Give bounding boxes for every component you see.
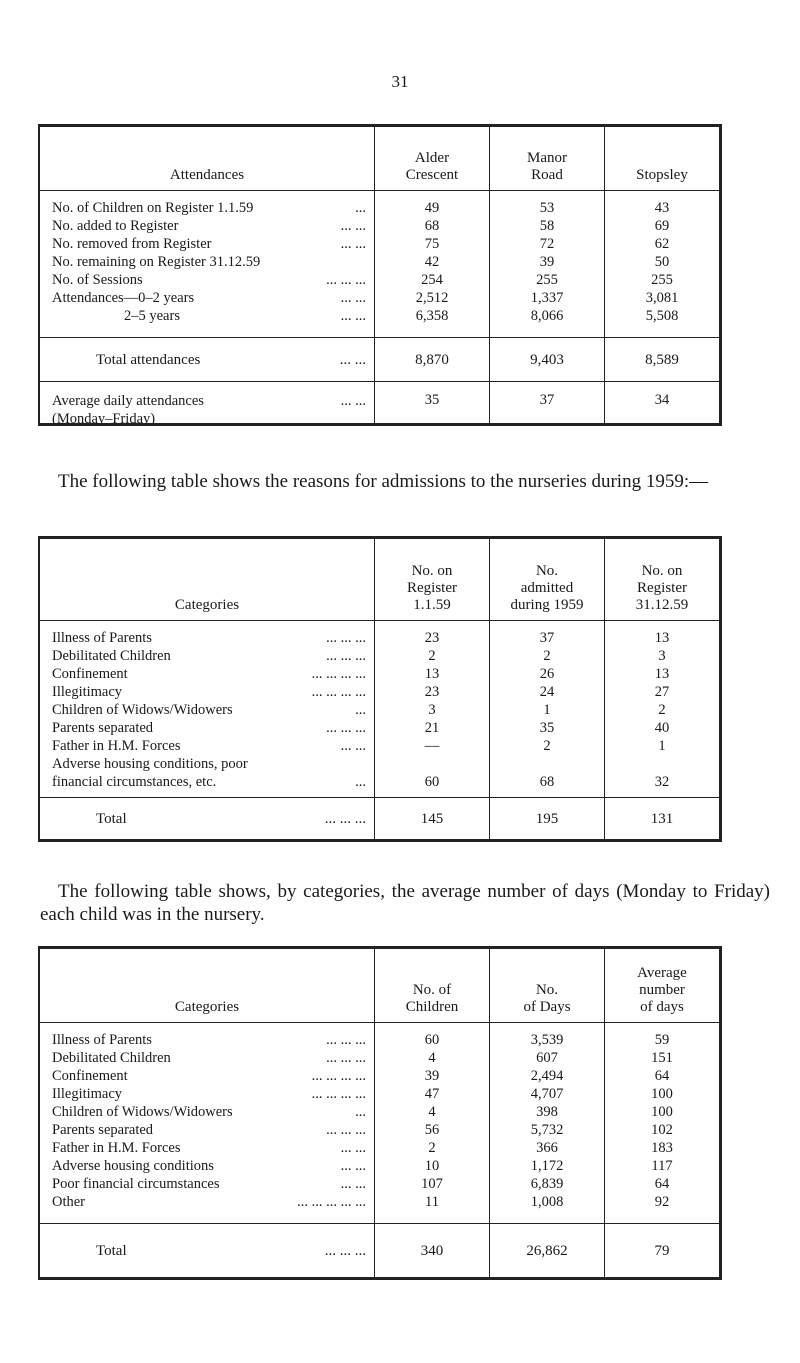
row-label <box>40 683 374 701</box>
cell-value: 2,494 <box>530 1068 564 1084</box>
average-sublabel: (Monday–Friday) <box>52 411 156 427</box>
leader-dots: ... ... <box>340 1158 366 1174</box>
row-label <box>40 647 374 665</box>
cell-value: 183 <box>651 1140 673 1156</box>
leader-dots: ... ... ... ... ... <box>297 1194 366 1210</box>
cell-value: 3,539 <box>530 1032 564 1048</box>
total-row <box>40 797 719 839</box>
row-label <box>40 701 374 719</box>
table-header <box>40 539 719 621</box>
cell-value: 21 <box>424 720 440 736</box>
cell-value: 68 <box>424 218 440 234</box>
column-header: Attendances <box>169 167 245 183</box>
row-label-text: Illegitimacy <box>52 1086 123 1102</box>
leader-dots: ... ... <box>340 1176 366 1192</box>
row-label <box>40 665 374 683</box>
row-label-text: Children of Widows/Widowers <box>52 702 233 718</box>
row-label-text: No. of Children on Register 1.1.59 <box>52 200 254 216</box>
average-value: 35 <box>374 382 489 425</box>
leader-dots: ... ... ... <box>324 1243 366 1259</box>
leader-dots: ... ... ... <box>326 630 366 646</box>
table-header <box>40 127 719 191</box>
leader-dots: ... ... ... <box>326 1122 366 1138</box>
value-column <box>604 621 719 797</box>
row-label <box>40 629 374 647</box>
cell-value: 23 <box>424 630 440 646</box>
average-row <box>40 381 719 425</box>
row-label-text: Illness of Parents <box>52 1032 152 1048</box>
cell-value: 1,008 <box>530 1194 564 1210</box>
leader-dots: ... ... ... <box>324 811 366 827</box>
cell-value: 117 <box>651 1158 673 1174</box>
row-label-text: Other <box>52 1194 86 1210</box>
total-label-text: Total <box>96 1243 127 1259</box>
cell-value: 26 <box>539 666 555 682</box>
cell-value: 2 <box>658 702 666 718</box>
cell-value: 60 <box>424 774 440 790</box>
column-header: No. on Register 1.1.59 <box>374 539 489 620</box>
cell-value: 255 <box>536 272 558 288</box>
row-label-text: Parents separated <box>52 720 154 736</box>
cell-value: 50 <box>654 254 670 270</box>
leader-dots: ... ... <box>340 236 366 252</box>
cell-value: 4 <box>428 1104 436 1120</box>
table-body <box>40 1023 719 1223</box>
row-label <box>40 271 374 289</box>
cell-value: 40 <box>654 720 670 736</box>
cell-value: 13 <box>654 630 670 646</box>
row-label <box>40 253 374 271</box>
total-value: 9,403 <box>489 338 604 381</box>
cell-value: 10 <box>424 1158 440 1174</box>
row-label <box>40 235 374 253</box>
column-header: Categories <box>174 597 240 613</box>
total-label <box>40 338 374 381</box>
value-column <box>489 1023 604 1223</box>
row-label-text: No. of Sessions <box>52 272 143 288</box>
cell-value: 607 <box>536 1050 558 1066</box>
table-body <box>40 621 719 797</box>
cell-value: 69 <box>654 218 670 234</box>
cell-value: 2 <box>428 648 436 664</box>
leader-dots: ... ... ... <box>326 272 366 288</box>
total-label-text: Total attendances <box>96 352 201 368</box>
page-number: 31 <box>391 72 409 91</box>
cell-value: — <box>424 738 440 754</box>
cell-value: 24 <box>539 684 555 700</box>
cell-value: 107 <box>421 1176 443 1192</box>
leader-dots: ... ... <box>340 218 366 234</box>
cell-value: 366 <box>536 1140 558 1156</box>
leader-dots: ... ... ... ... <box>311 1086 366 1102</box>
cell-value: 102 <box>651 1122 673 1138</box>
cell-value: 68 <box>539 774 555 790</box>
total-value: 79 <box>604 1224 719 1277</box>
paragraph-text: The following table shows, by categories, the average number of days (Monday to Friday) each child was in the nursery. <box>40 881 770 925</box>
leader-dots: ... ... <box>340 393 366 409</box>
cell-value <box>605 755 719 773</box>
cell-value: 53 <box>539 200 555 216</box>
value-column <box>374 621 489 797</box>
leader-dots: ... ... ... <box>326 1032 366 1048</box>
cell-value: 2 <box>543 648 551 664</box>
row-label-text: Poor financial circumstances <box>52 1176 220 1192</box>
row-label-text: Father in H.M. Forces <box>52 1140 181 1156</box>
row-label <box>40 1175 374 1193</box>
cell-value: 92 <box>654 1194 670 1210</box>
row-label <box>40 217 374 235</box>
cell-value: 2 <box>543 738 551 754</box>
leader-dots: ... ... ... <box>326 1050 366 1066</box>
value-column <box>604 1023 719 1223</box>
leader-dots: ... <box>355 774 366 790</box>
cell-value: 58 <box>539 218 555 234</box>
cell-value: 13 <box>424 666 440 682</box>
paragraph-average-days <box>40 880 770 926</box>
average-label-line <box>52 392 366 410</box>
row-label <box>40 1085 374 1103</box>
cell-value: 39 <box>424 1068 440 1084</box>
average-label-text: Average daily attendances <box>52 393 204 409</box>
row-label-text: Confinement <box>52 1068 128 1084</box>
cell-value: 49 <box>424 200 440 216</box>
total-label <box>40 798 374 839</box>
cell-value: 3 <box>658 648 666 664</box>
value-column <box>489 621 604 797</box>
cell-value: 2 <box>428 1140 436 1156</box>
leader-dots: ... <box>355 1104 366 1120</box>
total-label-text: Total <box>96 811 127 827</box>
cell-value: 64 <box>654 1176 670 1192</box>
cell-value: 32 <box>654 774 670 790</box>
row-label-text: Debilitated Children <box>52 1050 171 1066</box>
leader-dots: ... ... <box>340 308 366 324</box>
cell-value: 72 <box>539 236 555 252</box>
cell-value: 398 <box>536 1104 558 1120</box>
value-column <box>374 191 489 337</box>
total-value: 195 <box>489 798 604 839</box>
leader-dots: ... ... <box>339 352 366 368</box>
cell-value: 64 <box>654 1068 670 1084</box>
cell-value: 1,172 <box>530 1158 564 1174</box>
paragraph-admissions <box>40 470 770 493</box>
column-header: Manor Road <box>489 127 604 190</box>
row-label <box>40 773 374 791</box>
cell-value: 60 <box>424 1032 440 1048</box>
leader-dots: ... ... ... ... <box>311 684 366 700</box>
column-header: Categories <box>174 999 240 1015</box>
row-label <box>40 1193 374 1211</box>
cell-value: 4 <box>428 1050 436 1066</box>
cell-value: 8,066 <box>530 308 564 324</box>
total-value: 340 <box>374 1224 489 1277</box>
total-value: 8,870 <box>374 338 489 381</box>
total-value: 8,589 <box>604 338 719 381</box>
cell-value: 2,512 <box>415 290 449 306</box>
cell-value: 42 <box>424 254 440 270</box>
row-label <box>40 737 374 755</box>
row-label <box>40 307 374 325</box>
row-label-text: Adverse housing conditions <box>52 1158 214 1174</box>
row-label <box>40 289 374 307</box>
row-label <box>40 1139 374 1157</box>
row-label-text: Adverse housing conditions, poor <box>52 756 248 772</box>
cell-value: 100 <box>651 1104 673 1120</box>
label-column <box>40 621 374 797</box>
cell-value: 5,508 <box>645 308 679 324</box>
cell-value: 11 <box>425 1194 439 1210</box>
label-column <box>40 191 374 337</box>
row-label-text: Debilitated Children <box>52 648 171 664</box>
column-header: No. of Days <box>489 949 604 1022</box>
cell-value: 1 <box>658 738 666 754</box>
cell-value: 5,732 <box>530 1122 564 1138</box>
cell-value: 6,839 <box>530 1176 564 1192</box>
value-column <box>604 191 719 337</box>
leader-dots: ... ... <box>340 738 366 754</box>
label-column <box>40 1023 374 1223</box>
cell-value: 100 <box>651 1086 673 1102</box>
row-label <box>40 1157 374 1175</box>
cell-value: 255 <box>651 272 673 288</box>
total-row <box>40 337 719 381</box>
row-label-text: Attendances—0–2 years <box>52 290 195 306</box>
column-header: Stopsley <box>604 127 719 190</box>
row-label-text: Father in H.M. Forces <box>52 738 181 754</box>
cell-value: 56 <box>424 1122 440 1138</box>
average-label <box>40 382 374 425</box>
leader-dots: ... ... <box>340 290 366 306</box>
cell-value <box>490 755 604 773</box>
row-label <box>40 1067 374 1085</box>
row-label <box>40 1103 374 1121</box>
cell-value: 47 <box>424 1086 440 1102</box>
cell-value: 27 <box>654 684 670 700</box>
cell-value: 43 <box>654 200 670 216</box>
row-label <box>40 1031 374 1049</box>
leader-dots: ... ... ... <box>326 720 366 736</box>
cell-value: 4,707 <box>530 1086 564 1102</box>
average-value: 34 <box>604 382 719 425</box>
row-label-text: Illness of Parents <box>52 630 152 646</box>
leader-dots: ... <box>355 200 366 216</box>
total-label <box>40 1224 374 1277</box>
row-label-text: No. removed from Register <box>52 236 212 252</box>
row-label-text: Illegitimacy <box>52 684 123 700</box>
total-row <box>40 1223 719 1277</box>
column-header: Alder Crescent <box>374 127 489 190</box>
leader-dots: ... ... ... ... <box>311 1068 366 1084</box>
column-header: Average number of days <box>604 949 719 1022</box>
cell-value: 62 <box>654 236 670 252</box>
row-label-text: financial circumstances, etc. <box>52 774 217 790</box>
cell-value: 1 <box>543 702 551 718</box>
row-label-text: No. remaining on Register 31.12.59 <box>52 254 261 270</box>
leader-dots: ... ... ... <box>326 648 366 664</box>
cell-value: 13 <box>654 666 670 682</box>
row-label <box>40 1049 374 1067</box>
column-header: No. on Register 31.12.59 <box>604 539 719 620</box>
paragraph-text: The following table shows the reasons for admissions to the nurseries during 1959:— <box>58 471 709 492</box>
cell-value: 151 <box>651 1050 673 1066</box>
attendances-table <box>38 124 722 426</box>
cell-value: 1,337 <box>530 290 564 306</box>
row-label-text: 2–5 years <box>124 308 180 324</box>
cell-value: 35 <box>539 720 555 736</box>
average-value: 37 <box>489 382 604 425</box>
value-column <box>374 1023 489 1223</box>
value-column <box>489 191 604 337</box>
row-label-text: Confinement <box>52 666 128 682</box>
table-header <box>40 949 719 1023</box>
cell-value <box>375 755 489 773</box>
cell-value: 6,358 <box>415 308 449 324</box>
cell-value: 3,081 <box>645 290 679 306</box>
cell-value: 59 <box>654 1032 670 1048</box>
total-value: 131 <box>604 798 719 839</box>
cell-value: 23 <box>424 684 440 700</box>
cell-value: 3 <box>428 702 436 718</box>
cell-value: 37 <box>539 630 555 646</box>
average-days-table <box>38 946 722 1280</box>
cell-value: 39 <box>539 254 555 270</box>
column-header: No. of Children <box>374 949 489 1022</box>
cell-value: 75 <box>424 236 440 252</box>
leader-dots: ... <box>355 702 366 718</box>
row-label <box>40 1121 374 1139</box>
row-label-text: Children of Widows/Widowers <box>52 1104 233 1120</box>
table-body <box>40 191 719 337</box>
leader-dots: ... ... ... ... <box>311 666 366 682</box>
column-header: No. admitted during 1959 <box>489 539 604 620</box>
row-label <box>40 719 374 737</box>
row-label <box>40 755 374 773</box>
row-label-text: Parents separated <box>52 1122 154 1138</box>
cell-value: 254 <box>421 272 443 288</box>
total-value: 26,862 <box>489 1224 604 1277</box>
row-label-text: No. added to Register <box>52 218 179 234</box>
total-value: 145 <box>374 798 489 839</box>
row-label <box>40 199 374 217</box>
leader-dots: ... ... <box>340 1140 366 1156</box>
admission-reasons-table <box>38 536 722 842</box>
